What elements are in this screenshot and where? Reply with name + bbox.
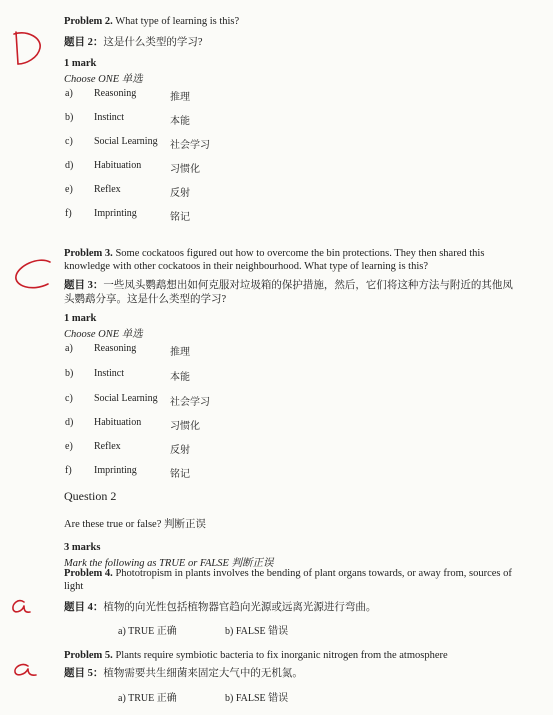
question-2-marks: 3 marks [64, 542, 101, 553]
p4-title: Problem 4. Phototropism in plants involves the bending of plant organs towards, or away from, sources of [64, 568, 512, 579]
p3-title-zh: 题目 3：一些凤头鹦鹉想出如何克服对垃圾箱的保护措施，然后，它们将这种方法与附近的其他凤 [64, 280, 513, 291]
handwritten-answer-p2 [10, 28, 46, 68]
p4-option-true[interactable]: a) TRUE 正确 [118, 626, 177, 637]
p2-option-c[interactable]: c) Social Learning 社会学习 [65, 136, 210, 151]
p2-title-zh: 题目 2：这是什么类型的学习? [64, 37, 203, 48]
p5-title: Problem 5. Plants require symbiotic bacteria to fix inorganic nitrogen from the atmosphere [64, 650, 448, 661]
p2-option-b[interactable]: b) Instinct 本能 [65, 112, 190, 127]
p3-marks: 1 mark [64, 313, 97, 324]
p3-option-e[interactable]: e) Reflex 反射 [65, 441, 190, 456]
p3-option-a[interactable]: a) Reasoning 推理 [65, 343, 190, 358]
question-2-heading: Question 2 [64, 489, 117, 503]
question-2-prompt: Are these true or false? 判断正误 [64, 519, 206, 530]
p2-option-d[interactable]: d) Habituation 习惯化 [65, 160, 200, 175]
p5-option-true[interactable]: a) TRUE 正确 [118, 693, 177, 704]
handwritten-answer-p4 [8, 596, 34, 616]
p2-marks: 1 mark [64, 58, 97, 69]
p3-title-zh-line2: 头鹦鹉分享。这是什么类型的学习? [64, 294, 227, 305]
p2-instruction: Choose ONE 单选 [64, 74, 143, 85]
p3-instruction: Choose ONE 单选 [64, 329, 143, 340]
p3-option-b[interactable]: b) Instinct 本能 [65, 368, 190, 383]
p2-option-e[interactable]: e) Reflex 反射 [65, 184, 190, 199]
p2-option-a[interactable]: a) Reasoning 推理 [65, 88, 190, 103]
p2-title: Problem 2. What type of learning is this? [64, 16, 240, 27]
handwritten-answer-p5 [10, 660, 40, 680]
p3-option-d[interactable]: d) Habituation 习惯化 [65, 417, 200, 432]
p3-title-line2: knowledge with other cockatoos in their neighbourhood. What type of learning is this? [64, 261, 429, 272]
p4-title-line2: light [64, 581, 84, 592]
question-2-instruction: Mark the following as TRUE or FALSE 判断正误 [64, 558, 274, 569]
p5-title-zh: 题目 5：植物需要共生细菌来固定大气中的无机氮。 [64, 668, 303, 679]
p4-title-zh: 题目 4：植物的向光性包括植物器官趋向光源或远离光源进行弯曲。 [64, 602, 377, 613]
handwritten-answer-p3 [12, 258, 54, 292]
p4-option-false[interactable]: b) FALSE 错误 [225, 626, 289, 637]
p3-title: Problem 3. Some cockatoos figured out how to overcome the bin protections. They then shared this [64, 248, 485, 259]
p3-option-f[interactable]: f) Imprinting 铭记 [65, 465, 190, 480]
p5-option-false[interactable]: b) FALSE 错误 [225, 693, 289, 704]
p2-option-f[interactable]: f) Imprinting 铭记 [65, 208, 190, 223]
p3-option-c[interactable]: c) Social Learning 社会学习 [65, 393, 210, 408]
